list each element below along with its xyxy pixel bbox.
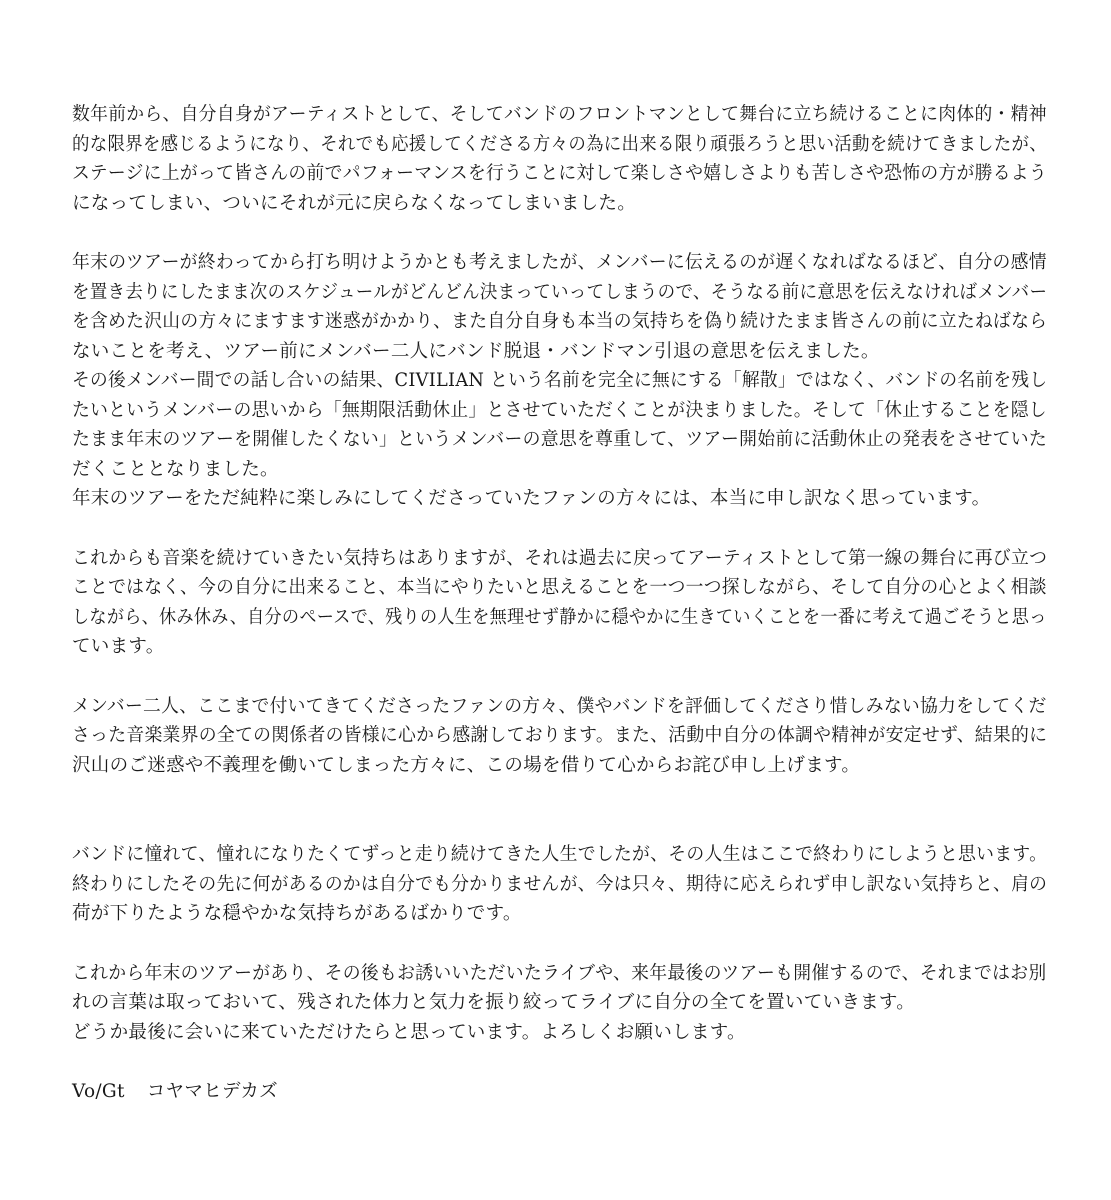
signature-role: Vo/Gt xyxy=(72,1081,125,1102)
text-line: を含めた沢山の方々にますます迷惑がかかり、また自分自身も本当の気持ちを偽り続けたまま皆さんの前に立たねばなら xyxy=(72,311,1048,332)
paragraph-future xyxy=(72,544,1047,662)
text-line: たいというメンバーの思いから「無期限活動休止」とさせていただくことが決まりました。そして「休止することを隠し xyxy=(72,399,1047,421)
paragraph-decision xyxy=(72,248,1047,514)
text-line: 数年前から、自分自身がアーティストとして、そしてバンドのフロントマンとして舞台に立ち続けることに肉体的・精神 xyxy=(72,104,1047,125)
signature-name: コヤマヒデカズ xyxy=(146,1081,278,1102)
text-line: これからも音楽を続けていきたい気持ちはありますが、それは過去に戻ってアーティストとして第一線の舞台に再び立つ xyxy=(72,547,1048,569)
text-line: 終わりにしたその先に何があるのかは自分でも分かりませんが、今は只々、期待に応えられず申し訳ない気持ちと、肩の xyxy=(72,873,1048,895)
text-line: しながら、休み休み、自分のペースで、残りの人生を無理せず静かに穏やかに生きていくことを一番に考えて過ごそうと思っ xyxy=(72,606,1047,628)
text-line: ています。 xyxy=(72,636,165,657)
text-line: れの言葉は取っておいて、残された体力と気力を振り絞ってライブに自分の全てを置いていきます。 xyxy=(72,992,916,1013)
paragraph-spacer xyxy=(72,929,1047,959)
paragraph-farewell xyxy=(72,840,1047,929)
text-line: 荷が下りたような穏やかな気持ちがあるばかりです。 xyxy=(72,903,522,924)
text-line: 年末のツアーが終わってから打ち明けようかとも考えましたが、メンバーに伝えるのが遅くなればなるほど、自分の感情 xyxy=(72,252,1047,273)
text-line: バンドに憧れて、憧れになりたくてずっと走り続けてきた人生でしたが、その人生はここで終わりにしようと思います。 xyxy=(72,844,1048,865)
text-line: 的な限界を感じるようになり、それでも応援してくださる方々の為に出来る限り頑張ろうと思い活動を続けてきましたが、 xyxy=(72,133,1047,155)
text-line: たまま年末のツアーを開催したくない」というメンバーの意思を尊重して、ツアー開始前に活動休止の発表をさせていた xyxy=(72,429,1048,450)
paragraph-spacer xyxy=(72,1047,1047,1077)
paragraph-spacer xyxy=(72,218,1047,248)
text-line: だくこととなりました。 xyxy=(72,458,279,480)
text-line: 沢山のご迷惑や不義理を働いてしまった方々に、この場を借りて心からお詫び申し上げます。 xyxy=(72,754,861,776)
text-line: になってしまい、ついにそれが元に戻らなくなってしまいました。 xyxy=(72,192,637,214)
text-line: を置き去りにしたまま次のスケジュールがどんどん決まっていってしまうので、そうなる前に意思を伝えなければメンバー xyxy=(72,281,1048,303)
text-line: これから年末のツアーがあり、その後もお誘いいただいたライブや、来年最後のツアーも開催するので、それまではお別 xyxy=(72,962,1047,984)
paragraph-health xyxy=(72,100,1047,218)
text-line: ステージに上がって皆さんの前でパフォーマンスを行うことに対して楽しさや嬉しさよりも苦しさや恐怖の方が勝るよう xyxy=(72,163,1047,184)
paragraph-closing xyxy=(72,959,1047,1048)
text-line: 年末のツアーをただ純粋に楽しみにしてくださっていたファンの方々には、本当に申し訳なく思っています。 xyxy=(72,488,991,509)
paragraph-spacer xyxy=(72,662,1047,692)
letter-body xyxy=(72,100,1047,1107)
text-line: ことではなく、今の自分に出来ること、本当にやりたいと思えることを一つ一つ探しながら、そして自分の心とよく相談 xyxy=(72,577,1047,598)
paragraph-spacer xyxy=(72,780,1047,840)
text-line: その後メンバー間での話し合いの結果、CIVILIAN という名前を完全に無にする「解散」ではなく、バンドの名前を残し xyxy=(72,370,1048,391)
text-line: メンバー二人、ここまで付いてきてくださったファンの方々、僕やバンドを評価してくださり惜しみない協力をしてくだ xyxy=(72,695,1047,717)
text-line: どうか最後に会いに来ていただけたらと思っています。よろしくお願いします。 xyxy=(72,1021,746,1043)
text-line: ないことを考え、ツアー前にメンバー二人にバンド脱退・バンドマン引退の意思を伝えました。 xyxy=(72,340,880,362)
signature xyxy=(72,1077,1047,1107)
paragraph-thanks xyxy=(72,692,1047,781)
text-line: さった音楽業界の全ての関係者の皆様に心から感謝しております。また、活動中自分の体調や精神が安定せず、結果的に xyxy=(72,725,1048,746)
paragraph-spacer xyxy=(72,514,1047,544)
